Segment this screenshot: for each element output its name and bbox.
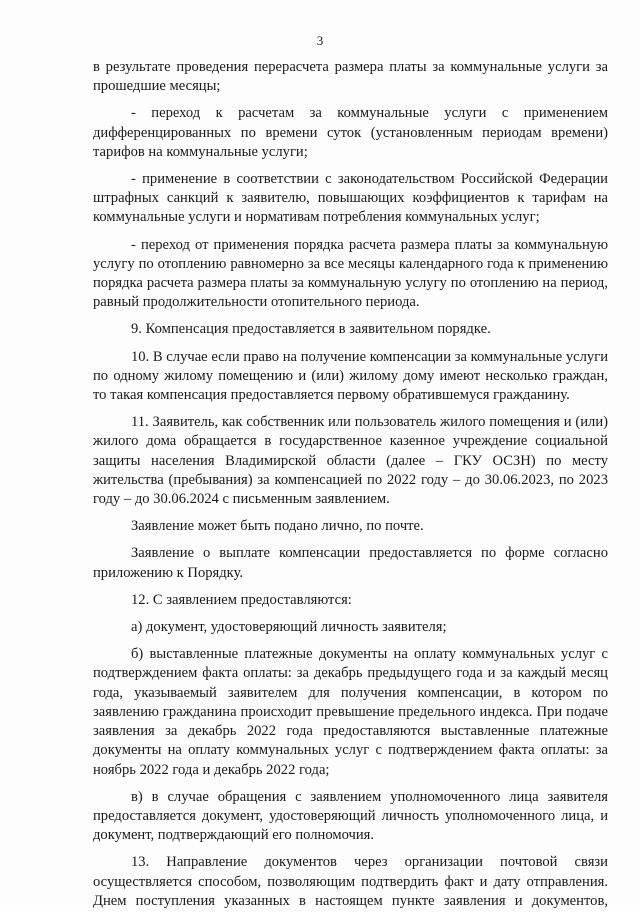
paragraph-item-12c: в) в случае обращения с заявлением уполномоченного лица заявителя предоставляется документ, удостоверяющий личность уполномоченного лица, и документ, подтверждающий его полномочия. <box>93 788 608 844</box>
paragraph-heating-calculation: - переход от применения порядка расчета размера платы за коммунальную услугу по отоплению равномерно за все месяцы календарного года к применению порядка расчета размера платы за коммунальную услугу по отоплению на период, равный продолжительности отопительного периода. <box>93 236 608 311</box>
paragraph-item-9: 9. Компенсация предоставляется в заявительном порядке. <box>131 321 491 338</box>
paragraph-item-11: 11. Заявитель, как собственник или пользователь жилого помещения и (или) жилого дома обращается в государственное казенное учреждение социальной защиты населения Владимирской области (далее – ГКУ ОСЗН) по месту жительства (пребывания) за компенсацией по 2022 году – до 30.06.2023, по 2023 году – до 30.06.2024 с письменным заявлением. <box>93 414 608 508</box>
paragraph-item-10: 10. В случае если право на получение компенсации за коммунальные услуги по одному жилому помещению и (или) жилому дому имеют несколько граждан, то такая компенсация предоставляется первому обратившемуся гражданину. <box>93 348 608 404</box>
paragraph-item-12a: а) документ, удостоверяющий личность заявителя; <box>131 619 447 636</box>
paragraph-recalc-continuation: в результате проведения перерасчета размера платы за коммунальные услуги за прошедшие месяцы; <box>93 59 608 95</box>
paragraph-application-form: Заявление о выплате компенсации предоставляется по форме согласно приложению к Порядку. <box>93 545 608 581</box>
paragraph-item-12b: б) выставленные платежные документы на оплату коммунальных услуг с подтверждением факта оплаты: за декабрь предыдущего года и за каждый месяц года, указываемый заявителем для получения компенсации, в котором по заявлению гражданина происходит превышение предельного индекса. При подаче заявления за декабрь 2022 года предоставляются выставленные платежные документы на оплату коммунальных услуг с подтверждением факта оплаты: за ноябрь 2022 года и декабрь 2022 года; <box>93 646 608 778</box>
page-number: 3 <box>316 33 324 48</box>
document-body <box>93 58 608 919</box>
paragraph-submission-method: Заявление может быть подано лично, по почте. <box>131 518 424 535</box>
paragraph-penalties: - применение в соответствии с законодательством Российской Федерации штрафных санкций к заявителю, повышающих коэффициентов к тарифам на коммунальные услуги и нормативам потребления коммунальных услуг; <box>93 171 608 226</box>
paragraph-item-13: 13. Направление документов через организации почтовой связи осуществляется способом, позволяющим подтвердить факт и дату отправления. Днем поступления указанных в настоящем пункте заявления и документов, <box>93 854 608 909</box>
paragraph-item-12: 12. С заявлением предоставляются: <box>131 591 352 608</box>
paragraph-tariff-transition: - переход к расчетам за коммунальные услуги с применением дифференцированных по времени суток (установленным периодам времени) тарифов на коммунальные услуги; <box>93 105 608 160</box>
